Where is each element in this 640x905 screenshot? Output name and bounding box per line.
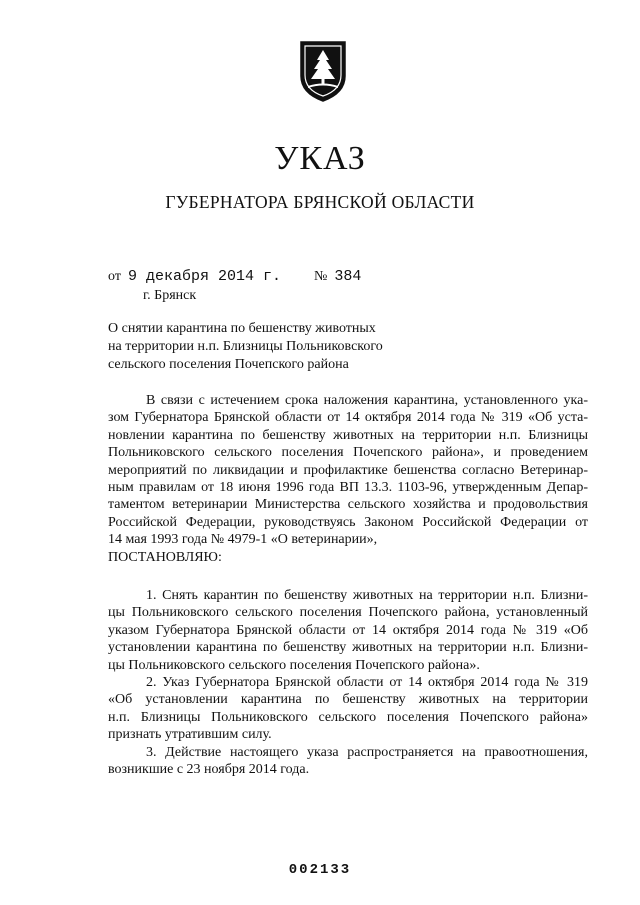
document-title: УКАЗ: [274, 140, 366, 177]
paragraph-line: «Об установлении карантина по бешенству животных на территории: [108, 692, 588, 708]
paragraph-line: Польниковского сельского поселения Почепского района», и проведением: [108, 445, 588, 461]
paragraph-line: ным правилам от 18 июня 1996 года ВП 13.3. 1103-96, утвержденным Депар-: [108, 480, 588, 496]
subject-line: сельского поселения Почепского района: [108, 357, 349, 372]
number-value: 384: [334, 268, 362, 285]
paragraph-line: новлении карантина по бешенству животных на территории н.п. Близницы: [108, 427, 588, 443]
paragraph-line: возникшие с 23 ноября 2014 года.: [108, 762, 310, 778]
document-subtitle: ГУБЕРНАТОРА БРЯНСКОЙ ОБЛАСТИ: [165, 192, 475, 212]
number-label: №: [313, 269, 328, 284]
date-label: от: [108, 269, 121, 284]
date-value: 9 декабря 2014 г.: [127, 268, 281, 285]
paragraph-line: зом Губернатора Брянской области от 14 октября 2014 года № 319 «Об уста-: [108, 410, 588, 426]
paragraph-line: 3. Действие настоящего указа распространяется на правоотношения,: [146, 745, 588, 760]
paragraph-line: цы Польниковского сельского поселения Почепского района, установленный: [108, 605, 588, 621]
paragraph-line: 14 мая 1993 года № 4979-1 «О ветеринарии»,: [108, 532, 378, 548]
decree-word: ПОСТАНОВЛЯЮ:: [108, 550, 222, 565]
coat-of-arms-icon: [298, 40, 348, 102]
subject-line: О снятии карантина по бешенству животных: [108, 321, 376, 336]
paragraph-line: н.п. Близницы Польниковского сельского поселения Почепского района»: [108, 709, 588, 725]
decree-item-1: [108, 587, 588, 674]
paragraph-line: установлении карантина по бешенству животных на территории н.п. Близни-: [108, 640, 588, 656]
date-number-row: [108, 268, 361, 285]
decree-item-2: [108, 674, 588, 744]
paragraph-line: признать утратившим силу.: [108, 727, 272, 743]
subject-heading: [108, 320, 383, 374]
paragraph-line: таментом ветеринарии Министерства сельского хозяйства и продовольствия: [108, 497, 588, 513]
paragraph-line: В связи с истечением срока наложения карантина, установленного ука-: [146, 393, 588, 408]
paragraph-line: цы Польниковского сельского поселения Почепского района».: [108, 657, 480, 673]
paragraph-line: 2. Указ Губернатора Брянской области от 14 октября 2014 года № 319: [146, 675, 588, 690]
serial-number: 002133: [288, 862, 352, 878]
subject-line: на территории н.п. Близницы Польниковского: [108, 339, 383, 354]
decree-item-3: [108, 744, 588, 779]
paragraph-line: указом Губернатора Брянской области от 14 октября 2014 года № 319 «Об: [108, 622, 588, 638]
paragraph-line: мероприятий по ликвидации и профилактике бешенства согласно Ветеринар-: [108, 462, 588, 478]
paragraph-line: 1. Снять карантин по бешенству животных на территории н.п. Близни-: [146, 588, 588, 603]
city: г. Брянск: [143, 288, 197, 303]
preamble-paragraph: [108, 392, 588, 549]
paragraph-line: Российской Федерации, руководствуясь Законом Российской Федерации от: [108, 514, 588, 530]
